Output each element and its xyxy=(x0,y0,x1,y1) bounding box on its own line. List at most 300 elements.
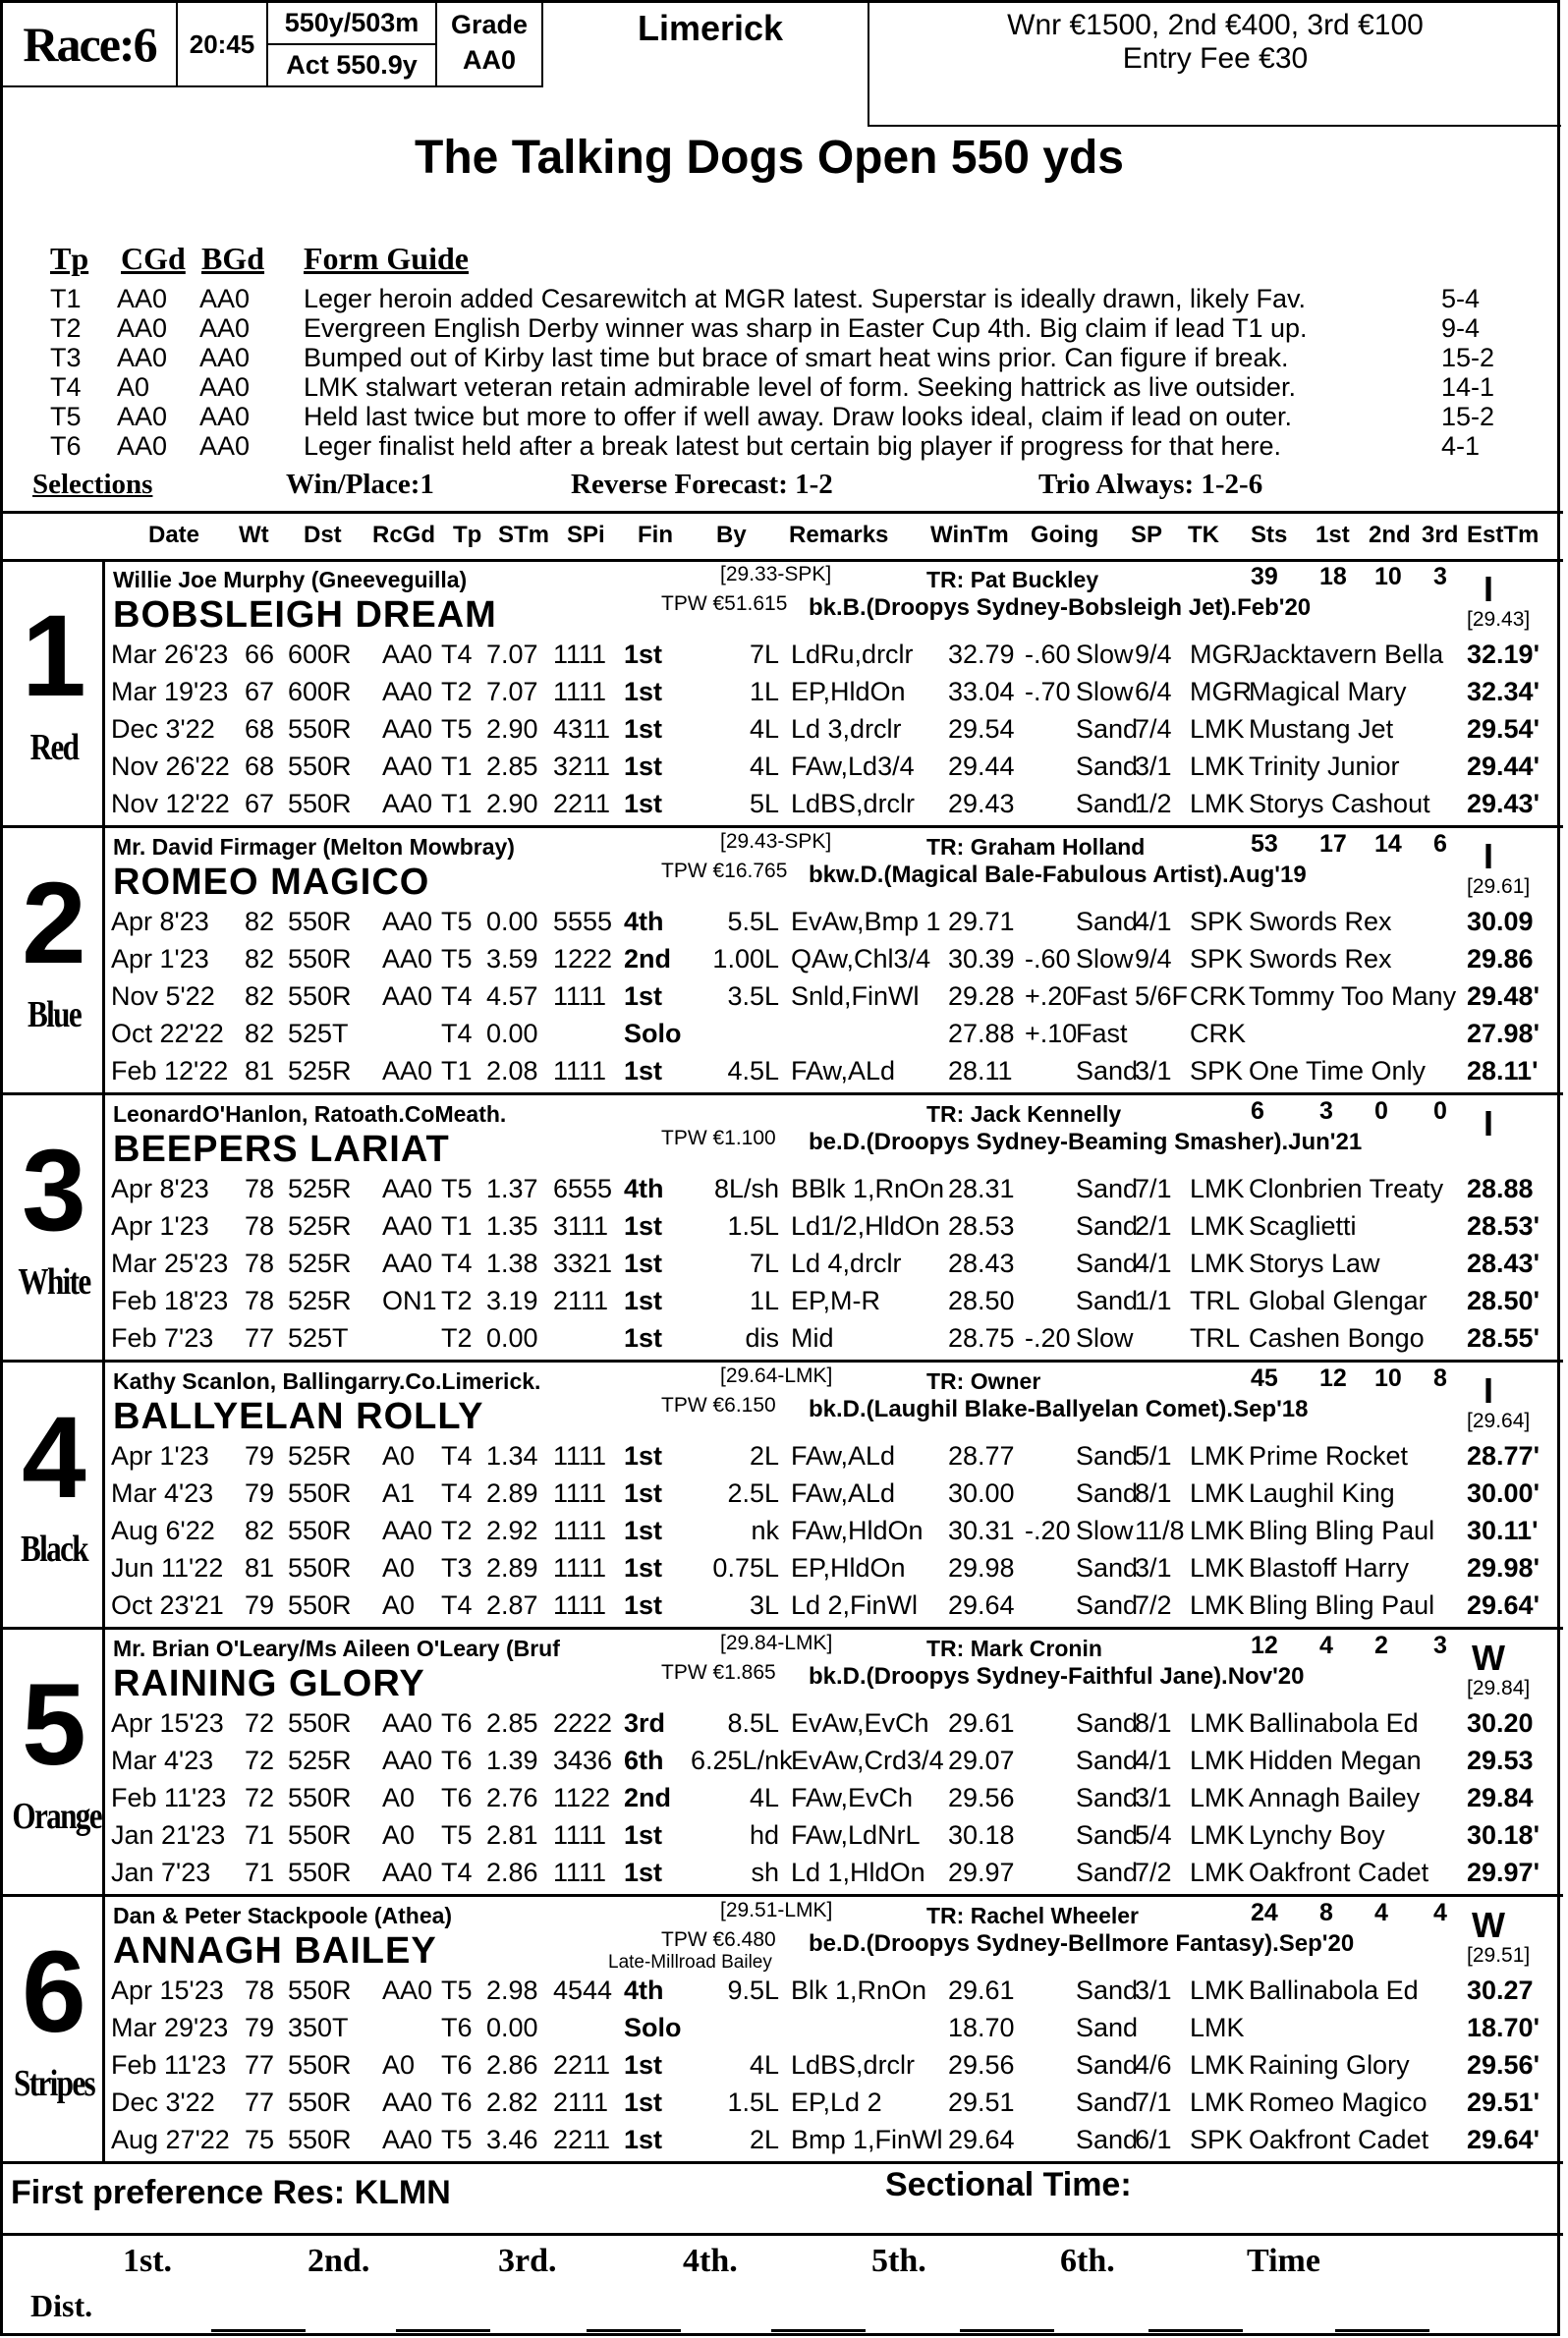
cell-rem: FAw,LdNrL xyxy=(791,1820,921,1850)
cell-going: Slow xyxy=(1076,1516,1134,1545)
grade-label: Grade xyxy=(450,10,529,39)
cell-by: 7L xyxy=(749,640,779,669)
cell-going: Slow xyxy=(1076,677,1134,706)
cell-est: 27.98' xyxy=(1467,1019,1540,1048)
cell-sp: 6/1 xyxy=(1135,2125,1172,2154)
trainer-name: TR: Jack Kennelly xyxy=(926,1101,1122,1127)
cell-wintm: 29.61 xyxy=(948,1976,1015,2005)
write-in-line xyxy=(211,2329,306,2332)
cell-wintm: 28.53 xyxy=(948,1211,1015,1241)
cell-est: 29.44' xyxy=(1467,752,1540,781)
win-place: Win/Place:1 xyxy=(286,469,434,500)
form-line xyxy=(3,1245,1563,1282)
owner-name: Willie Joe Murphy (Gneeveguilla) xyxy=(113,567,468,592)
write-in-line xyxy=(960,2329,1054,2332)
cell-fin: 1st xyxy=(624,1516,663,1545)
cell-sp: 1/2 xyxy=(1135,789,1172,818)
form-line xyxy=(3,785,1563,822)
best-record: [29.84-LMK] xyxy=(720,1632,833,1654)
cell-rcgd: ON1 xyxy=(382,1286,437,1315)
cell-dst: 350T xyxy=(288,2013,349,2042)
cell-rcgd: AA0 xyxy=(382,1976,433,2005)
thirds-count: 3 xyxy=(1433,1632,1447,1659)
cell-tk: LMK xyxy=(1190,1820,1245,1850)
cell-wintm: 30.31 xyxy=(948,1516,1015,1545)
fg-price: 15-2 xyxy=(1441,343,1495,372)
cell-by: 9.5L xyxy=(727,1976,779,2005)
cell-fin: 1st xyxy=(624,2050,663,2080)
cell-wintm: 29.56 xyxy=(948,2050,1015,2080)
cell-wintm: 28.43 xyxy=(948,1249,1015,1278)
cell-spi: 3111 xyxy=(553,1211,609,1241)
cell-est: 32.19' xyxy=(1467,640,1540,669)
cell-dst: 550R xyxy=(288,1708,352,1738)
fg-trap: T4 xyxy=(50,372,82,402)
cell-wt: 66 xyxy=(245,640,275,669)
form-line xyxy=(3,1052,1563,1089)
cell-dst: 550R xyxy=(288,789,352,818)
cell-fin: 2nd xyxy=(624,1783,672,1812)
cell-going: Sand xyxy=(1076,1746,1139,1775)
cell-by: 7L xyxy=(749,1249,779,1278)
cell-spi: 1111 xyxy=(553,1553,607,1583)
cell-going: Sand xyxy=(1076,2088,1139,2117)
cell-sp: 4/1 xyxy=(1135,1746,1172,1775)
cell-winner: Trinity Junior xyxy=(1249,752,1400,781)
trap-number: 2 xyxy=(22,859,86,988)
cell-stm: 1.38 xyxy=(486,1249,538,1278)
cell-going: Sand xyxy=(1076,2013,1139,2042)
runner-block xyxy=(3,1363,1563,1630)
cell-going: Sand xyxy=(1076,1441,1139,1471)
grade-box xyxy=(437,3,543,87)
cell-tp: T4 xyxy=(441,1858,473,1887)
cell-dst: 525R xyxy=(288,1441,352,1471)
cell-wt: 77 xyxy=(245,2088,275,2117)
owner-name: Dan & Peter Stackpoole (Athea) xyxy=(113,1903,453,1928)
cell-spi: 4544 xyxy=(553,1976,613,2005)
cell-spi: 1111 xyxy=(553,981,607,1011)
cell-spi: 3436 xyxy=(553,1746,613,1775)
cell-sp: 4/1 xyxy=(1135,1249,1172,1278)
cell-tp: T3 xyxy=(441,1553,473,1583)
cell-winner: Swords Rex xyxy=(1249,907,1392,936)
cell-wt: 82 xyxy=(245,981,275,1011)
cell-stm: 1.39 xyxy=(486,1746,538,1775)
cell-sp: 3/1 xyxy=(1135,1056,1172,1086)
wins-count: 8 xyxy=(1319,1899,1333,1926)
cell-dst: 550R xyxy=(288,1783,352,1812)
cell-rem: FAw,EvCh xyxy=(791,1783,914,1812)
prize-winnings: TPW €16.765 xyxy=(661,860,788,882)
cell-date: Mar 4'23 xyxy=(111,1478,214,1508)
cell-stm: 3.19 xyxy=(486,1286,538,1315)
cell-by: 1.00L xyxy=(712,944,779,974)
cell-winner: Oakfront Cadet xyxy=(1249,1858,1429,1887)
cell-by: 4L xyxy=(749,2050,779,2080)
cell-spi: 3321 xyxy=(553,1249,613,1278)
starts-count: 6 xyxy=(1251,1097,1264,1125)
trap-color: Blue xyxy=(27,994,82,1035)
cell-tk: MGR xyxy=(1190,677,1252,706)
cell-wintm: 18.70 xyxy=(948,2013,1015,2042)
cell-sp: 5/6F xyxy=(1135,981,1189,1011)
cell-rcgd: AA0 xyxy=(382,752,433,781)
cell-stm: 2.90 xyxy=(486,714,538,744)
cell-stm: 0.00 xyxy=(486,2013,538,2042)
cell-spi: 1111 xyxy=(553,1858,607,1887)
cell-stm: 1.35 xyxy=(486,1211,538,1241)
cell-tk: LMK xyxy=(1190,752,1245,781)
cell-wintm: 29.43 xyxy=(948,789,1015,818)
cell-wt: 67 xyxy=(245,677,275,706)
thirds-count: 3 xyxy=(1433,563,1447,590)
cell-going: Slow xyxy=(1076,640,1134,669)
col-header-sts: Sts xyxy=(1251,522,1288,548)
cell-fin: 1st xyxy=(624,752,663,781)
cell-rem: EvAw,Bmp 1 xyxy=(791,907,941,936)
cell-tk: LMK xyxy=(1190,1590,1245,1620)
cell-spi: 2222 xyxy=(553,1708,613,1738)
form-line xyxy=(3,1207,1563,1245)
cell-winner: Lynchy Boy xyxy=(1249,1820,1385,1850)
cell-winner: Prime Rocket xyxy=(1249,1441,1409,1471)
cell-wintm: 30.18 xyxy=(948,1820,1015,1850)
cell-est: 29.53 xyxy=(1467,1746,1534,1775)
cell-est: 28.43' xyxy=(1467,1249,1540,1278)
cell-rcgd: AA0 xyxy=(382,1211,433,1241)
owner-name: Mr. David Firmager (Melton Mowbray) xyxy=(113,834,515,860)
col-header-tk: TK xyxy=(1188,522,1219,548)
cell-going: Sand xyxy=(1076,1783,1139,1812)
cell-sp: 2/1 xyxy=(1135,1211,1172,1241)
starts-count: 39 xyxy=(1251,563,1278,590)
cell-by: 2L xyxy=(749,2125,779,2154)
fg-trap: T6 xyxy=(50,431,82,461)
prize-winnings: TPW €51.615 xyxy=(661,592,788,615)
fg-price: 4-1 xyxy=(1441,431,1481,461)
cell-wt: 72 xyxy=(245,1708,275,1738)
seeding-mark: I xyxy=(1483,1370,1493,1411)
cell-date: Oct 22'22 xyxy=(111,1019,224,1048)
cell-winner: Bling Bling Paul xyxy=(1249,1590,1435,1620)
dog-name: BEEPERS LARIAT xyxy=(113,1129,450,1170)
seconds-count: 14 xyxy=(1374,830,1402,858)
cell-sp: 3/1 xyxy=(1135,1783,1172,1812)
col-header-2nd: 2nd xyxy=(1369,522,1411,548)
cell-spi: 6555 xyxy=(553,1174,613,1203)
cell-date: Aug 6'22 xyxy=(111,1516,215,1545)
thirds-count: 8 xyxy=(1433,1364,1447,1392)
cell-tk: LMK xyxy=(1190,2088,1245,2117)
cell-spi: 1111 xyxy=(553,1590,607,1620)
trainer-name: TR: Mark Cronin xyxy=(926,1636,1102,1661)
cell-wt: 79 xyxy=(245,1478,275,1508)
cell-going: Sand xyxy=(1076,1174,1139,1203)
cell-going: Sand xyxy=(1076,1249,1139,1278)
cell-spi: 2211 xyxy=(553,2125,611,2154)
cell-going: Slow xyxy=(1076,1323,1134,1353)
col-header-dst: Dst xyxy=(304,522,342,548)
cell-winner: Cashen Bongo xyxy=(1249,1323,1425,1353)
fg-comment: Evergreen English Derby winner was sharp in Easter Cup 4th. Big claim if lead T1 up. xyxy=(304,313,1308,343)
cell-dst: 550R xyxy=(288,714,352,744)
fg-trap: T2 xyxy=(50,313,82,343)
breeding: bk.D.(Laughil Blake-Ballyelan Comet).Sep'18 xyxy=(809,1396,1309,1422)
cell-tp: T6 xyxy=(441,1746,473,1775)
form-line xyxy=(3,1586,1563,1624)
cell-sp: 7/1 xyxy=(1135,1174,1172,1203)
cell-wt: 82 xyxy=(245,1516,275,1545)
thirds-count: 6 xyxy=(1433,830,1447,858)
cell-going: Sand xyxy=(1076,1553,1139,1583)
cell-winner: Tommy Too Many xyxy=(1249,981,1457,1011)
position-label: 3rd. xyxy=(498,2243,557,2279)
cell-spi: 2111 xyxy=(553,1286,609,1315)
cell-sp: 3/1 xyxy=(1135,752,1172,781)
cell-going: Slow xyxy=(1076,944,1134,974)
cell-wt: 72 xyxy=(245,1783,275,1812)
form-line xyxy=(3,1779,1563,1816)
cell-sp: 3/1 xyxy=(1135,1553,1172,1583)
cell-tp: T4 xyxy=(441,1441,473,1471)
cell-by: 3.5L xyxy=(727,981,779,1011)
form-guide-row xyxy=(3,431,1563,461)
cell-rcgd: A0 xyxy=(382,1590,416,1620)
cell-going: Sand xyxy=(1076,1211,1139,1241)
cell-date: Aug 27'22 xyxy=(111,2125,230,2154)
position-label: 1st. xyxy=(123,2243,173,2279)
cell-rem: EP,HldOn xyxy=(791,677,906,706)
cell-wintm: 29.71 xyxy=(948,907,1015,936)
fg-price: 5-4 xyxy=(1441,284,1481,313)
cell-by: 1L xyxy=(749,677,779,706)
trap-number: 6 xyxy=(22,1927,86,2057)
form-guide-row xyxy=(3,372,1563,402)
cell-est: 30.27 xyxy=(1467,1976,1534,2005)
cell-fin: 1st xyxy=(624,1441,663,1471)
cell-fin: 1st xyxy=(624,677,663,706)
cell-tk: MGR xyxy=(1190,640,1252,669)
cell-est: 30.09 xyxy=(1467,907,1534,936)
sectional-time-label: Sectional Time: xyxy=(885,2166,1132,2203)
cell-stm: 2.86 xyxy=(486,2050,538,2080)
cell-spi: 1111 xyxy=(553,677,607,706)
cell-date: Feb 12'22 xyxy=(111,1056,229,1086)
cell-date: Oct 23'21 xyxy=(111,1590,224,1620)
prize-winnings: TPW €1.865 xyxy=(661,1661,776,1684)
cell-stm: 1.34 xyxy=(486,1441,538,1471)
seeding-mark: I xyxy=(1483,836,1493,876)
cell-spi: 1111 xyxy=(553,1516,607,1545)
cell-wintm: 29.61 xyxy=(948,1708,1015,1738)
form-line xyxy=(3,1549,1563,1586)
cell-winner: Laughil King xyxy=(1249,1478,1395,1508)
cell-wt: 78 xyxy=(245,1286,275,1315)
cell-wintm: 28.77 xyxy=(948,1441,1015,1471)
cell-rcgd: AA0 xyxy=(382,2125,433,2154)
cell-fin: 4th xyxy=(624,907,664,936)
form-guide-row xyxy=(3,284,1563,313)
cell-date: Feb 11'23 xyxy=(111,2050,227,2080)
cell-spi: 2111 xyxy=(553,2088,609,2117)
cell-by: 4.5L xyxy=(727,1056,779,1086)
cell-winner: Mustang Jet xyxy=(1249,714,1394,744)
cell-tk: LMK xyxy=(1190,714,1245,744)
cell-wt: 82 xyxy=(245,1019,275,1048)
cell-by: 4L xyxy=(749,752,779,781)
track-name: Limerick xyxy=(637,8,784,48)
cell-est: 28.88 xyxy=(1467,1174,1534,1203)
cell-dst: 550R xyxy=(288,1516,352,1545)
cell-winner: Storys Law xyxy=(1249,1249,1380,1278)
seeding-mark: I xyxy=(1483,1103,1493,1143)
cell-going: Sand xyxy=(1076,1976,1139,2005)
cell-rem: BBlk 1,RnOn xyxy=(791,1174,945,1203)
cell-date: Apr 15'23 xyxy=(111,1976,224,2005)
cell-tp: T5 xyxy=(441,2125,473,2154)
cell-est: 29.51' xyxy=(1467,2088,1540,2117)
cell-tk: LMK xyxy=(1190,1746,1245,1775)
cell-winner: Scaglietti xyxy=(1249,1211,1357,1241)
cell-rem: EvAw,Crd3/4 xyxy=(791,1746,944,1775)
write-in-line xyxy=(771,2329,866,2332)
form-line xyxy=(3,1475,1563,1512)
cell-fin: 1st xyxy=(624,2125,663,2154)
cell-est: 30.00' xyxy=(1467,1478,1540,1508)
cell-winner: Raining Glory xyxy=(1249,2050,1410,2080)
cell-tk: LMK xyxy=(1190,1441,1245,1471)
cell-dst: 525R xyxy=(288,1211,352,1241)
best-record: [29.33-SPK] xyxy=(720,563,832,585)
cell-winner: Oakfront Cadet xyxy=(1249,2125,1429,2154)
trap-color: Orange xyxy=(12,1796,101,1837)
cell-stm: 2.90 xyxy=(486,789,538,818)
form-line xyxy=(3,903,1563,940)
cell-fin: Solo xyxy=(624,1019,682,1048)
cell-tp: T6 xyxy=(441,1708,473,1738)
cell-winner: Ballinabola Ed xyxy=(1249,1976,1419,2005)
fg-bgd: AA0 xyxy=(199,402,251,431)
prize-box xyxy=(868,3,1561,127)
cell-winner: Ballinabola Ed xyxy=(1249,1708,1419,1738)
cell-dst: 550R xyxy=(288,1858,352,1887)
cell-fin: 4th xyxy=(624,1976,664,2005)
cell-wt: 77 xyxy=(245,2050,275,2080)
col-header-remarks: Remarks xyxy=(789,522,889,548)
race-number: Race:6 xyxy=(3,3,178,87)
cell-going: Sand xyxy=(1076,789,1139,818)
race-distance: 550y/503m xyxy=(268,3,437,45)
cell-sp: 7/2 xyxy=(1135,1858,1172,1887)
cell-wt: 79 xyxy=(245,1590,275,1620)
cell-rem: EP,Ld 2 xyxy=(791,2088,882,2117)
cell-tk: LMK xyxy=(1190,1478,1245,1508)
cell-wt: 68 xyxy=(245,714,275,744)
cell-sp: 8/1 xyxy=(1135,1478,1172,1508)
cell-est: 18.70' xyxy=(1467,2013,1540,2042)
seeding-mark: W xyxy=(1472,1905,1505,1945)
cell-stm: 7.07 xyxy=(486,640,538,669)
cell-wintm: 29.98 xyxy=(948,1553,1015,1583)
cell-sp: 11/8 xyxy=(1135,1516,1185,1545)
cell-wintm: 29.97 xyxy=(948,1858,1015,1887)
cell-rcgd: AA0 xyxy=(382,640,433,669)
fg-price: 14-1 xyxy=(1441,372,1495,402)
cell-stm: 7.07 xyxy=(486,677,538,706)
cell-dst: 550R xyxy=(288,1478,352,1508)
fg-bgd: AA0 xyxy=(199,372,251,402)
dog-name: ROMEO MAGICO xyxy=(113,862,430,903)
cell-rem: EP,M-R xyxy=(791,1286,881,1315)
cell-dst: 525R xyxy=(288,1056,352,1086)
cell-date: Apr 15'23 xyxy=(111,1708,224,1738)
cell-tp: T4 xyxy=(441,1019,473,1048)
cell-date: Apr 8'23 xyxy=(111,1174,209,1203)
cell-wt: 79 xyxy=(245,1441,275,1471)
cell-fin: 1st xyxy=(624,714,663,744)
cell-rem: Ld 1,HldOn xyxy=(791,1858,925,1887)
form-line xyxy=(3,977,1563,1015)
position-label: Time xyxy=(1247,2243,1320,2279)
cell-wintm: 29.64 xyxy=(948,2125,1015,2154)
fg-header-cgd: CGd xyxy=(121,241,186,276)
cell-rem: Ld1/2,HldOn xyxy=(791,1211,940,1241)
form-line xyxy=(3,1512,1563,1549)
cell-rem: FAw,ALd xyxy=(791,1478,896,1508)
trap-color: Stripes xyxy=(14,2063,95,2104)
cell-est: 30.18' xyxy=(1467,1820,1540,1850)
form-line xyxy=(3,940,1563,977)
cell-by: 1.5L xyxy=(727,2088,779,2117)
breeding: bkw.D.(Magical Bale-Fabulous Artist).Aug'19 xyxy=(809,862,1307,888)
form-line xyxy=(3,673,1563,710)
dog-note: Late-Millroad Bailey xyxy=(608,1952,772,1973)
cell-fin: 1st xyxy=(624,1820,663,1850)
cell-adj: -.70 xyxy=(1025,677,1071,706)
divider xyxy=(3,2233,1563,2236)
fg-header-bgd: BGd xyxy=(201,241,265,276)
cell-going: Sand xyxy=(1076,1286,1139,1315)
cell-rcgd: AA0 xyxy=(382,714,433,744)
cell-dst: 550R xyxy=(288,752,352,781)
cell-winner: Magical Mary xyxy=(1249,677,1407,706)
cell-date: Apr 1'23 xyxy=(111,1441,209,1471)
trio-always: Trio Always: 1-2-6 xyxy=(1038,469,1263,500)
cell-tk: LMK xyxy=(1190,1174,1245,1203)
fg-comment: Leger finalist held after a break latest but certain big player if progress for that here. xyxy=(304,431,1282,461)
position-label: 2nd. xyxy=(308,2243,370,2279)
cell-date: Jan 7'23 xyxy=(111,1858,211,1887)
cell-tp: T6 xyxy=(441,2013,473,2042)
cell-est: 29.48' xyxy=(1467,981,1540,1011)
cell-dst: 550R xyxy=(288,907,352,936)
fg-price: 9-4 xyxy=(1441,313,1481,343)
cell-winner: Clonbrien Treaty xyxy=(1249,1174,1444,1203)
cell-tk: LMK xyxy=(1190,2050,1245,2080)
cell-dst: 550R xyxy=(288,1553,352,1583)
cell-adj: -.20 xyxy=(1025,1323,1071,1353)
entry-fee: Entry Fee €30 xyxy=(1122,42,1309,75)
runner-block xyxy=(3,1630,1563,1897)
cell-wt: 78 xyxy=(245,1211,275,1241)
trainer-name: TR: Pat Buckley xyxy=(926,567,1099,592)
col-header-rcgd: RcGd xyxy=(372,522,436,548)
form-line xyxy=(3,2084,1563,2121)
selections-label: Selections xyxy=(32,469,153,500)
cell-winner: One Time Only xyxy=(1249,1056,1427,1086)
cell-wintm: 29.64 xyxy=(948,1590,1015,1620)
